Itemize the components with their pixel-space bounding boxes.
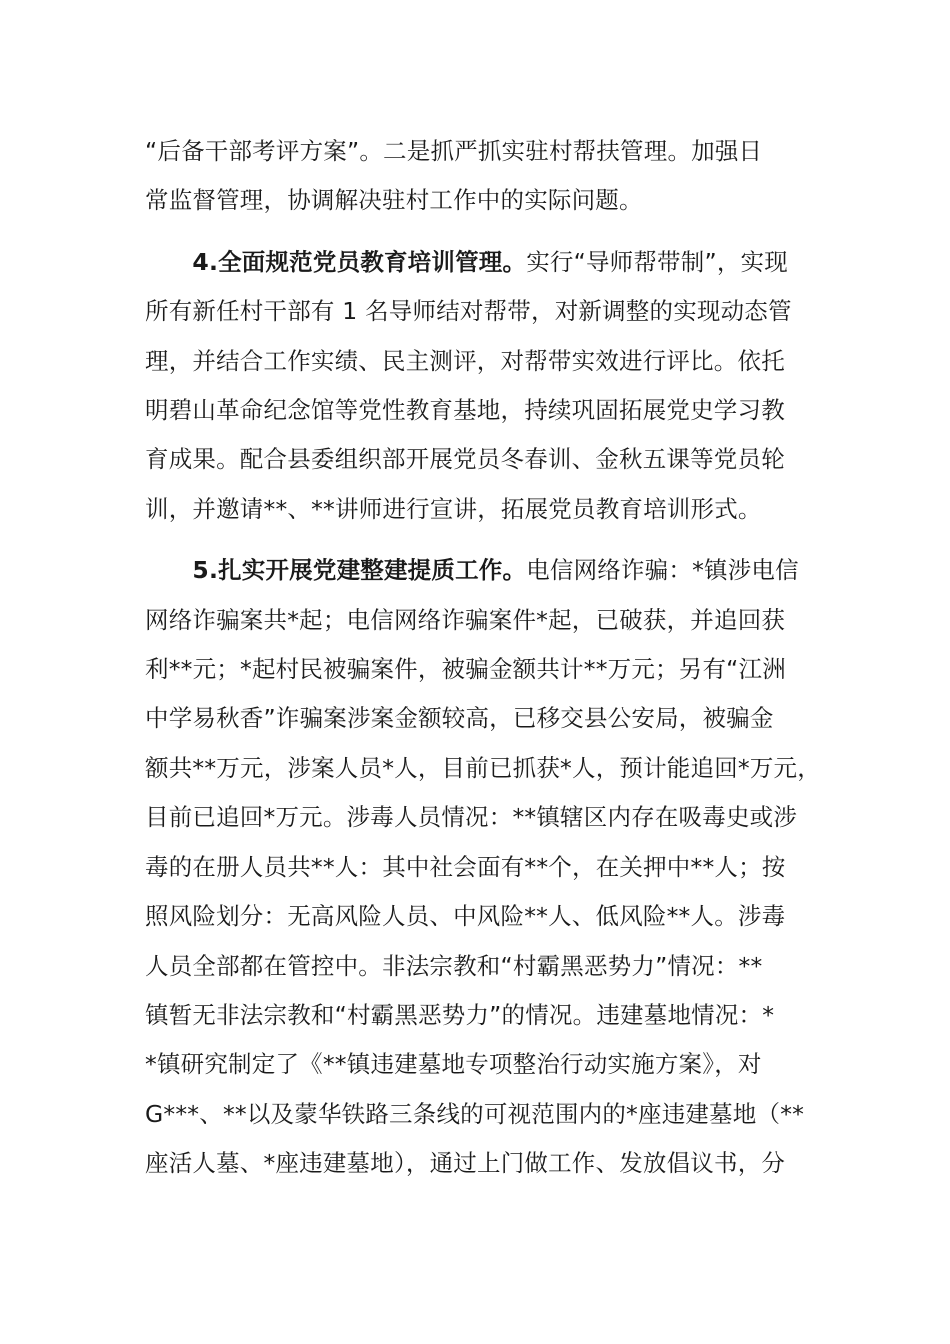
text-line: 利**元；*起村民被骗案件，被骗金额共计**万元；另有“江洲 bbox=[145, 655, 786, 684]
heading-followup-text: 电信网络诈骗：*镇涉电信 bbox=[526, 556, 799, 585]
text-line: 镇暂无非法宗教和“村霸黑恶势力”的情况。违建墓地情况：* bbox=[145, 1000, 775, 1029]
text-line-first bbox=[145, 238, 835, 287]
paragraph-continuation bbox=[145, 127, 835, 226]
text-line: 常监督管理，协调解决驻村工作中的实际问题。 bbox=[145, 186, 643, 215]
paragraph-item-4 bbox=[145, 238, 835, 534]
text-line: 毒的在册人员共**人：其中社会面有**个，在关押中**人；按 bbox=[145, 852, 786, 881]
paragraph-heading: 5.扎实开展党建整建提质工作。 bbox=[192, 556, 527, 585]
text-line: 中学易秋香”诈骗案涉案金额较高，已移交县公安局，被骗金 bbox=[145, 704, 774, 733]
text-line: 所有新任村干部有 1 名导师结对帮带，对新调整的实现动态管 bbox=[145, 297, 792, 326]
paragraph-item-5 bbox=[145, 546, 835, 1188]
text-line: 人员全部都在管控中。非法宗教和“村霸黑恶势力”情况：** bbox=[145, 951, 763, 980]
text-line: G***、**以及蒙华铁路三条线的可视范围内的*座违建墓地（** bbox=[145, 1099, 805, 1128]
text-line: *镇研究制定了《**镇违建墓地专项整治行动实施方案》，对 bbox=[145, 1050, 762, 1079]
text-line: 目前已追回*万元。涉毒人员情况：**镇辖区内存在吸毒史或涉 bbox=[145, 803, 798, 832]
text-line: 育成果。配合县委组织部开展党员冬春训、金秋五课等党员轮 bbox=[145, 445, 785, 474]
text-line: “后备干部考评方案”。二是抓严抓实驻村帮扶管理。加强日 bbox=[145, 137, 763, 165]
text-line: 理，并结合工作实绩、民主测评，对帮带实效进行评比。依托 bbox=[145, 346, 785, 375]
text-line: 座活人墓、*座违建墓地），通过上门做工作、发放倡议书，分 bbox=[145, 1149, 786, 1178]
text-line-first bbox=[145, 546, 835, 595]
document-page bbox=[145, 127, 835, 1189]
text-line: 额共**万元，涉案人员*人，目前已抓获*人，预计能追回*万元， bbox=[145, 753, 821, 782]
text-line: 训，并邀请**、**讲师进行宣讲，拓展党员教育培训形式。 bbox=[145, 494, 762, 523]
text-line: 明碧山革命纪念馆等党性教育基地，持续巩固拓展党史学习教 bbox=[145, 396, 785, 425]
text-line: 网络诈骗案共*起；电信网络诈骗案件*起，已破获，并追回获 bbox=[145, 605, 786, 634]
text-line: 照风险划分：无高风险人员、中风险**人、低风险**人。涉毒 bbox=[145, 902, 786, 931]
paragraph-heading: 4.全面规范党员教育培训管理。 bbox=[192, 247, 527, 276]
heading-followup-text: 实行“导师帮带制”，实现 bbox=[526, 247, 788, 276]
